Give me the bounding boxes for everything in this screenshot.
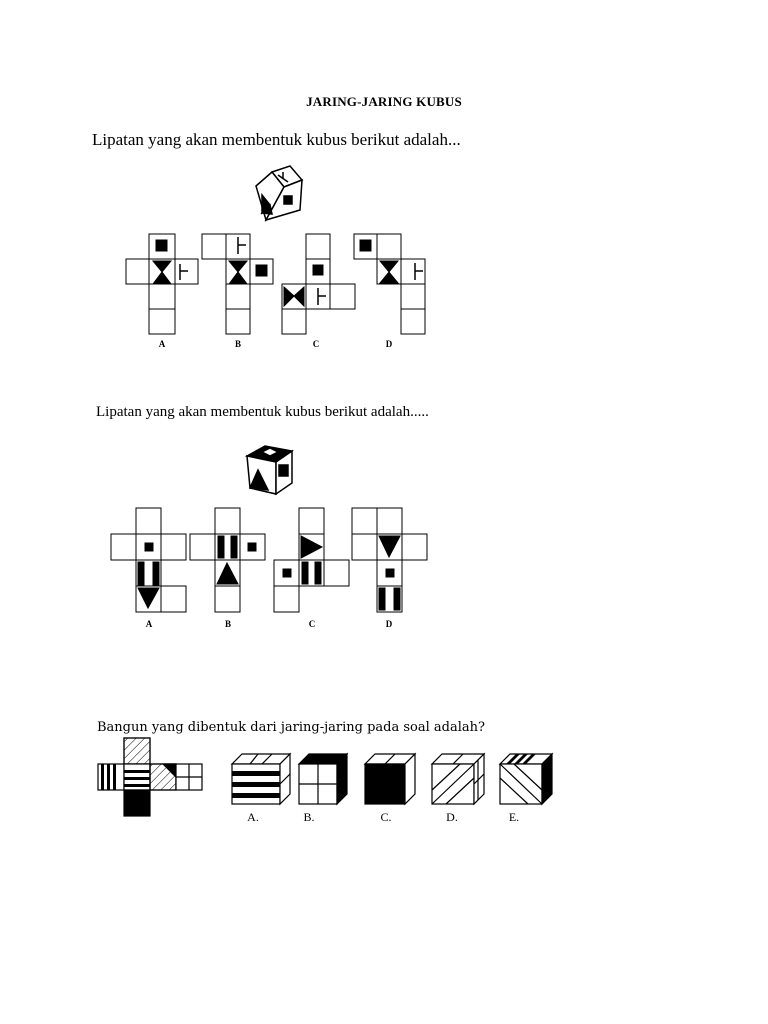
question-1-net-d [354,234,425,334]
question-2-reference-cube [247,446,292,494]
question-3-cube-a [232,754,290,804]
question-3-option-label-b: B. [303,810,315,824]
question-2-prompt: Lipatan yang akan membentuk kubus berikut adalah..... [96,404,429,420]
question-2-option-label-d: D [385,619,393,629]
question-2-option-label-b: B [224,619,232,629]
question-2-option-label-a: A [145,619,153,629]
question-3-option-label-a: A. [247,810,259,824]
question-3-cube-c [365,754,415,804]
question-1-option-label-a: A [158,339,166,349]
question-2-net-b [190,508,265,612]
question-2-option-label-c: C [308,619,316,629]
question-1-option-label-d: D [385,339,393,349]
question-1-option-label-c: C [312,339,320,349]
question-2-net-c [274,508,349,612]
question-1-net-a [126,234,198,334]
question-1-net-b [202,234,273,334]
question-3-option-label-e: E. [508,810,520,824]
question-3-option-label-d: D. [446,810,458,824]
question-3-option-label-c: C. [380,810,392,824]
question-3-cube-d [432,754,484,804]
question-3-cube-b [299,754,347,804]
question-2-net-d [352,508,427,612]
question-2-net-a [111,508,186,612]
question-3-prompt: Bangun yang dibentuk dari jaring-jaring pada soal adalah? [97,720,485,735]
question-3-cube-e [500,754,552,804]
question-1-net-c [282,234,355,334]
question-1-option-label-b: B [234,339,242,349]
question-1-prompt: Lipatan yang akan membentuk kubus berikut adalah... [92,130,461,149]
page-title: JARING-JARING KUBUS [306,94,462,109]
question-1-reference-cube [256,166,302,220]
question-3-net [98,738,202,816]
